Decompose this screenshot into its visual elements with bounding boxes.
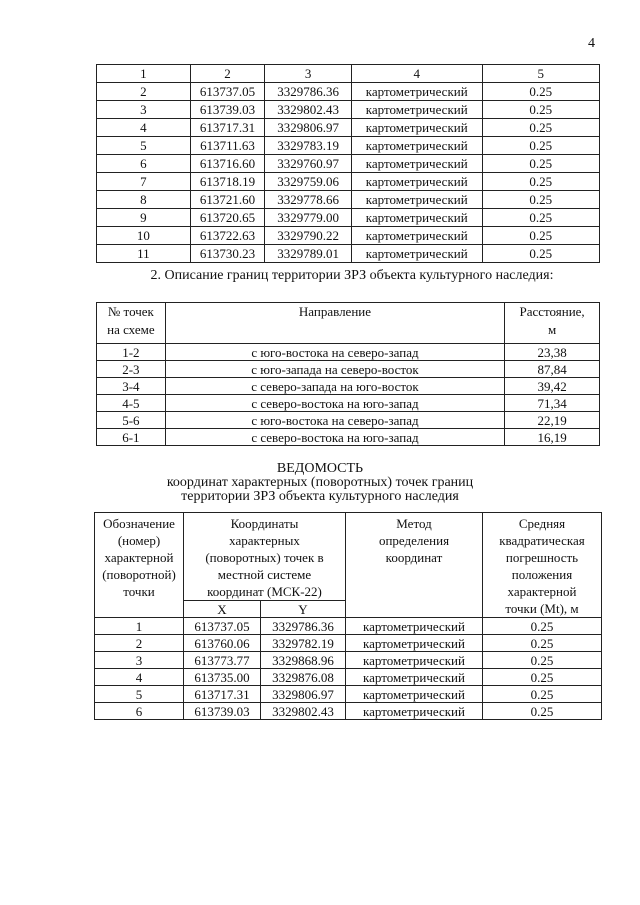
table-cell: 613716.60 — [190, 155, 265, 173]
table-cell: 22,19 — [505, 412, 600, 429]
table-cell: 3329760.97 — [265, 155, 352, 173]
boundary-description-table — [96, 302, 600, 446]
table-cell: 3329778.66 — [265, 191, 352, 209]
table-cell: 3329789.01 — [265, 245, 352, 263]
table-cell: картометрический — [346, 703, 483, 720]
table-cell: 5 — [97, 137, 191, 155]
table-row — [97, 429, 600, 446]
table-cell: картометрический — [351, 227, 482, 245]
table-cell: 0.25 — [482, 245, 600, 263]
table-row — [97, 137, 600, 155]
table-cell: 613737.05 — [190, 83, 265, 101]
header-error: Средняя квадратическая погрешность положения характерной точки (Mt), м — [483, 513, 602, 618]
table-cell: 6-1 — [97, 429, 166, 446]
table-cell: 613760.06 — [184, 635, 261, 652]
table-cell: с северо-востока на юго-запад — [165, 429, 504, 446]
table-cell: 0.25 — [482, 155, 600, 173]
table-cell: с северо-запада на юго-восток — [165, 378, 504, 395]
table-cell: 613722.63 — [190, 227, 265, 245]
table-cell: 3329786.36 — [261, 618, 346, 635]
table-cell: картометрический — [351, 155, 482, 173]
table-cell: 0.25 — [482, 191, 600, 209]
table-cell: 71,34 — [505, 395, 600, 412]
table-cell: 0.25 — [482, 101, 600, 119]
table-cell: картометрический — [351, 209, 482, 227]
table-cell: 3329786.36 — [265, 83, 352, 101]
table-cell: 6 — [97, 155, 191, 173]
header-cell: 1 — [97, 65, 191, 83]
table-cell: 3329868.96 — [261, 652, 346, 669]
table-row — [95, 652, 602, 669]
table-cell: 11 — [97, 245, 191, 263]
table-row — [95, 703, 602, 720]
header-direction: Направление — [165, 303, 504, 344]
table-cell: 10 — [97, 227, 191, 245]
table-cell: 613718.19 — [190, 173, 265, 191]
table-cell: 1 — [95, 618, 184, 635]
table-row — [97, 395, 600, 412]
table-cell: 3329806.97 — [265, 119, 352, 137]
table-cell: 3329806.97 — [261, 686, 346, 703]
table-cell: картометрический — [346, 669, 483, 686]
table-cell: 613739.03 — [190, 101, 265, 119]
table-cell: 3329802.43 — [261, 703, 346, 720]
header-method: Метод определения координат — [346, 513, 483, 618]
table-cell: 0.25 — [483, 669, 602, 686]
table-cell: 613720.65 — [190, 209, 265, 227]
table-row — [95, 686, 602, 703]
table-row — [97, 344, 600, 361]
header-distance: Расстояние, м — [505, 303, 600, 344]
table-cell: 87,84 — [505, 361, 600, 378]
table-cell: 0.25 — [482, 119, 600, 137]
table-cell: картометрический — [351, 119, 482, 137]
table-cell: 613735.00 — [184, 669, 261, 686]
table-row — [97, 101, 600, 119]
table-cell: картометрический — [346, 652, 483, 669]
table-cell: 3329759.06 — [265, 173, 352, 191]
table-cell: картометрический — [346, 618, 483, 635]
table-row — [95, 669, 602, 686]
table-cell: 613717.31 — [184, 686, 261, 703]
table-cell: 0.25 — [483, 652, 602, 669]
table-cell: 2-3 — [97, 361, 166, 378]
header-cell: 5 — [482, 65, 600, 83]
table-cell: 613739.03 — [184, 703, 261, 720]
table-cell: 0.25 — [483, 686, 602, 703]
table-cell: с юго-востока на северо-запад — [165, 412, 504, 429]
table-cell: картометрический — [351, 191, 482, 209]
table-cell: 0.25 — [483, 703, 602, 720]
table-cell: 5-6 — [97, 412, 166, 429]
table-cell: 3329783.19 — [265, 137, 352, 155]
characteristic-points-table — [94, 512, 602, 720]
header-x: X — [184, 601, 261, 618]
table-row — [97, 209, 600, 227]
table-cell: 613773.77 — [184, 652, 261, 669]
table-cell: 613737.05 — [184, 618, 261, 635]
table-row — [97, 191, 600, 209]
table-header-row — [97, 303, 600, 344]
table-cell: 7 — [97, 173, 191, 191]
table-cell: 3 — [95, 652, 184, 669]
table-cell: 613730.23 — [190, 245, 265, 263]
table-cell: 5 — [95, 686, 184, 703]
table-cell: 3329802.43 — [265, 101, 352, 119]
table-header-row — [95, 513, 602, 601]
table-cell: 0.25 — [482, 227, 600, 245]
table-cell: 6 — [95, 703, 184, 720]
table-cell: 2 — [95, 635, 184, 652]
table-row — [97, 119, 600, 137]
table-cell: 8 — [97, 191, 191, 209]
table-cell: 3329876.08 — [261, 669, 346, 686]
table-cell: картометрический — [351, 101, 482, 119]
table-row — [97, 412, 600, 429]
table-cell: 3329779.00 — [265, 209, 352, 227]
table-cell: 4 — [97, 119, 191, 137]
coordinates-table-continued — [96, 64, 600, 263]
table-cell: 3329790.22 — [265, 227, 352, 245]
header-point-designation: Обозначение (номер) характерной (поворотной) точки — [95, 513, 184, 618]
table-cell: 3-4 — [97, 378, 166, 395]
table-cell: с северо-востока на юго-запад — [165, 395, 504, 412]
table-cell: 0.25 — [482, 209, 600, 227]
table-row — [97, 83, 600, 101]
table-row — [97, 361, 600, 378]
vedomost-subtitle-2: территории ЗРЗ объекта культурного наследия — [181, 489, 459, 504]
header-points: № точек на схеме — [97, 303, 166, 344]
table-cell: 2 — [97, 83, 191, 101]
table-cell: 16,19 — [505, 429, 600, 446]
table-row — [95, 635, 602, 652]
table-cell: 613711.63 — [190, 137, 265, 155]
table-cell: 0.25 — [483, 635, 602, 652]
table-cell: 0.25 — [483, 618, 602, 635]
page-number: 4 — [588, 36, 595, 51]
table-cell: 0.25 — [482, 173, 600, 191]
table-row — [97, 378, 600, 395]
header-coordinates: Координаты характерных (поворотных) точек в местной системе координат (МСК-22) — [184, 513, 346, 601]
table-cell: 0.25 — [482, 137, 600, 155]
table-cell: 9 — [97, 209, 191, 227]
table-cell: 1-2 — [97, 344, 166, 361]
table-cell: картометрический — [351, 173, 482, 191]
table-row — [95, 618, 602, 635]
section-2-title: 2. Описание границ территории ЗРЗ объекта культурного наследия: — [150, 268, 554, 283]
table-cell: 0.25 — [482, 83, 600, 101]
vedomost-heading — [0, 462, 640, 504]
table-header-row — [97, 65, 600, 83]
table-cell: с юго-востока на северо-запад — [165, 344, 504, 361]
table-row — [97, 227, 600, 245]
header-cell: 4 — [351, 65, 482, 83]
table-cell: картометрический — [346, 635, 483, 652]
table-cell: картометрический — [351, 245, 482, 263]
table-cell: картометрический — [351, 137, 482, 155]
vedomost-title: ВЕДОМОСТЬ — [276, 461, 364, 476]
header-cell: 3 — [265, 65, 352, 83]
table-cell: 613721.60 — [190, 191, 265, 209]
header-y: Y — [261, 601, 346, 618]
table-cell: 4-5 — [97, 395, 166, 412]
vedomost-subtitle-1: координат характерных (поворотных) точек границ — [166, 475, 474, 490]
table-cell: 613717.31 — [190, 119, 265, 137]
table-row — [97, 245, 600, 263]
table-row — [97, 155, 600, 173]
table-cell: 4 — [95, 669, 184, 686]
table-cell: 3329782.19 — [261, 635, 346, 652]
table-cell: 23,38 — [505, 344, 600, 361]
table-cell: 3 — [97, 101, 191, 119]
table-cell: картометрический — [346, 686, 483, 703]
table-cell: картометрический — [351, 83, 482, 101]
table-row — [97, 173, 600, 191]
table-cell: 39,42 — [505, 378, 600, 395]
header-cell: 2 — [190, 65, 265, 83]
table-cell: с юго-запада на северо-восток — [165, 361, 504, 378]
